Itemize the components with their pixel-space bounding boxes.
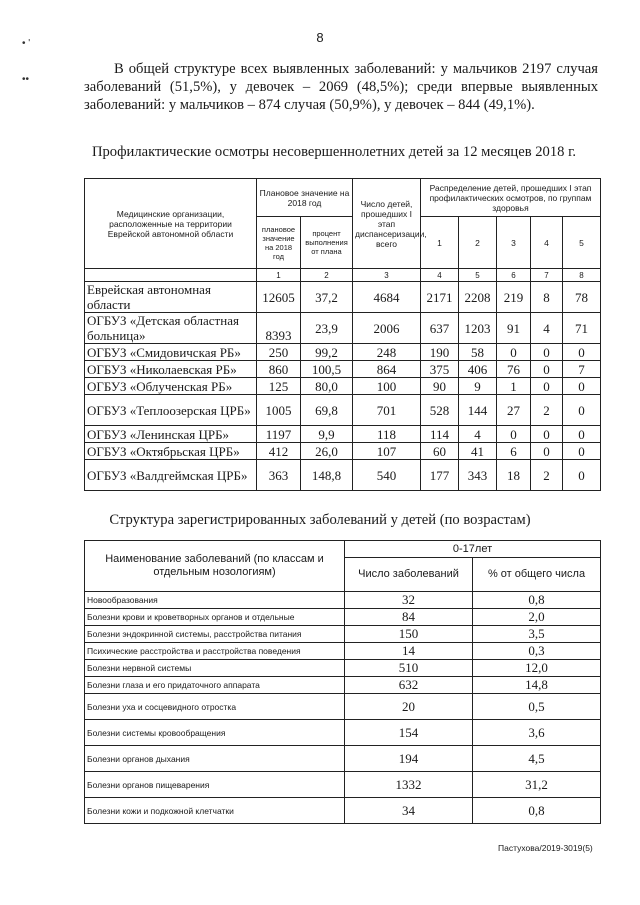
disease-name-cell: Болезни эндокринной системы, расстройства питания bbox=[85, 626, 345, 643]
value-cell: 80,0 bbox=[301, 378, 353, 395]
value-cell: 0 bbox=[531, 361, 563, 378]
org-name-cell: ОГБУЗ «Ленинская ЦРБ» bbox=[85, 426, 257, 443]
value-cell: 0 bbox=[563, 378, 601, 395]
value-cell: 69,8 bbox=[301, 395, 353, 426]
org-name-cell: Еврейская автономная области bbox=[85, 282, 257, 313]
value-cell: 412 bbox=[257, 443, 301, 460]
checkups-table bbox=[84, 178, 601, 491]
table2-title: Структура зарегистрированных заболеваний у детей (по возрастам) bbox=[109, 512, 531, 528]
value-cell: 0 bbox=[531, 378, 563, 395]
value-cell: 3,5 bbox=[473, 626, 601, 643]
value-cell: 9 bbox=[459, 378, 497, 395]
value-cell: 250 bbox=[257, 344, 301, 361]
header-group-4: 4 bbox=[531, 217, 563, 269]
value-cell: 14 bbox=[345, 643, 473, 660]
page-number: 8 bbox=[316, 30, 324, 45]
value-cell: 2 bbox=[531, 395, 563, 426]
value-cell: 0 bbox=[563, 460, 601, 491]
value-cell: 0 bbox=[563, 344, 601, 361]
org-name-cell: ОГБУЗ «Октябрьская ЦРБ» bbox=[85, 443, 257, 460]
disease-name-cell: Болезни крови и кроветворных органов и отдельные bbox=[85, 609, 345, 626]
value-cell: 8 bbox=[531, 282, 563, 313]
table-row bbox=[85, 344, 601, 361]
value-cell: 23,9 bbox=[301, 313, 353, 344]
value-cell: 4684 bbox=[353, 282, 421, 313]
value-cell: 343 bbox=[459, 460, 497, 491]
header-plan-group: Плановое значение на 2018 год bbox=[257, 179, 353, 217]
index-cell: 5 bbox=[459, 269, 497, 282]
value-cell: 177 bbox=[421, 460, 459, 491]
value-cell: 6 bbox=[497, 443, 531, 460]
value-cell: 37,2 bbox=[301, 282, 353, 313]
header-org: Медицинские организации, расположенные на территории Еврейской автономной области bbox=[85, 179, 257, 269]
value-cell: 76 bbox=[497, 361, 531, 378]
org-name-cell: ОГБУЗ «Детская областная больница» bbox=[85, 313, 257, 344]
value-cell: 406 bbox=[459, 361, 497, 378]
disease-name-cell: Болезни органов дыхания bbox=[85, 746, 345, 772]
value-cell: 2 bbox=[531, 460, 563, 491]
disease-name-cell: Болезни нервной системы bbox=[85, 660, 345, 677]
header-plan-value: плановое значение на 2018 год bbox=[257, 217, 301, 269]
disease-name-cell: Психические расстройства и расстройства поведения bbox=[85, 643, 345, 660]
index-cell bbox=[85, 269, 257, 282]
value-cell: 114 bbox=[421, 426, 459, 443]
table-row bbox=[85, 626, 601, 643]
table-row bbox=[85, 677, 601, 694]
value-cell: 90 bbox=[421, 378, 459, 395]
value-cell: 510 bbox=[345, 660, 473, 677]
value-cell: 0,5 bbox=[473, 694, 601, 720]
value-cell: 9,9 bbox=[301, 426, 353, 443]
value-cell: 0 bbox=[563, 395, 601, 426]
table-row bbox=[85, 609, 601, 626]
value-cell: 71 bbox=[563, 313, 601, 344]
value-cell: 190 bbox=[421, 344, 459, 361]
value-cell: 78 bbox=[563, 282, 601, 313]
margin-mark: •• bbox=[22, 74, 30, 85]
table-row bbox=[85, 720, 601, 746]
header-group-1: 1 bbox=[421, 217, 459, 269]
diseases-table-body bbox=[85, 592, 601, 824]
value-cell: 4 bbox=[459, 426, 497, 443]
value-cell: 12605 bbox=[257, 282, 301, 313]
header-disease-name: Наименование заболеваний (по классам и отдельным нозологиям) bbox=[85, 541, 345, 592]
header-group-5: 5 bbox=[563, 217, 601, 269]
value-cell: 632 bbox=[345, 677, 473, 694]
index-row bbox=[85, 269, 601, 282]
disease-name-cell: Болезни системы кровообращения bbox=[85, 720, 345, 746]
header-plan-percent: процент выполнения от плана bbox=[301, 217, 353, 269]
value-cell: 34 bbox=[345, 798, 473, 824]
value-cell: 701 bbox=[353, 395, 421, 426]
value-cell: 31,2 bbox=[473, 772, 601, 798]
table-row bbox=[85, 798, 601, 824]
index-cell: 2 bbox=[301, 269, 353, 282]
value-cell: 0 bbox=[531, 426, 563, 443]
value-cell: 14,8 bbox=[473, 677, 601, 694]
value-cell: 2208 bbox=[459, 282, 497, 313]
value-cell: 26,0 bbox=[301, 443, 353, 460]
value-cell: 84 bbox=[345, 609, 473, 626]
disease-name-cell: Болезни уха и сосцевидного отростка bbox=[85, 694, 345, 720]
value-cell: 18 bbox=[497, 460, 531, 491]
value-cell: 1005 bbox=[257, 395, 301, 426]
value-cell: 107 bbox=[353, 443, 421, 460]
index-cell: 4 bbox=[421, 269, 459, 282]
diseases-table bbox=[84, 540, 601, 824]
value-cell: 540 bbox=[353, 460, 421, 491]
value-cell: 194 bbox=[345, 746, 473, 772]
value-cell: 100,5 bbox=[301, 361, 353, 378]
value-cell: 0,3 bbox=[473, 643, 601, 660]
value-cell: 0 bbox=[563, 426, 601, 443]
value-cell: 864 bbox=[353, 361, 421, 378]
intro-paragraph: В общей структуре всех выявленных заболеваний: у мальчиков 2197 случая заболеваний (51,5%), у девочек – 2069 (48,5%); среди впервые выявленных заболеваний: у мальчиков – 874 случая (50,9%), у девочек – 844 (49,1%). bbox=[84, 61, 598, 113]
table-row bbox=[85, 592, 601, 609]
table1-title: Профилактические осмотры несовершеннолетних детей за 12 месяцев 2018 г. bbox=[91, 144, 577, 160]
table-row bbox=[85, 460, 601, 491]
org-name-cell: ОГБУЗ «Николаевская РБ» bbox=[85, 361, 257, 378]
value-cell: 0 bbox=[531, 443, 563, 460]
table-row bbox=[85, 378, 601, 395]
index-cell: 6 bbox=[497, 269, 531, 282]
table-row bbox=[85, 660, 601, 677]
value-cell: 32 bbox=[345, 592, 473, 609]
value-cell: 148,8 bbox=[301, 460, 353, 491]
org-name-cell: ОГБУЗ «Смидовичская РБ» bbox=[85, 344, 257, 361]
value-cell: 0,8 bbox=[473, 798, 601, 824]
org-name-cell: ОГБУЗ «Теплоозерская ЦРБ» bbox=[85, 395, 257, 426]
value-cell: 860 bbox=[257, 361, 301, 378]
header-disease-count: Число заболеваний bbox=[345, 558, 473, 592]
value-cell: 27 bbox=[497, 395, 531, 426]
table-row bbox=[85, 694, 601, 720]
checkups-table-body bbox=[85, 282, 601, 491]
value-cell: 219 bbox=[497, 282, 531, 313]
value-cell: 4,5 bbox=[473, 746, 601, 772]
value-cell: 41 bbox=[459, 443, 497, 460]
disease-name-cell: Новообразования bbox=[85, 592, 345, 609]
value-cell: 375 bbox=[421, 361, 459, 378]
value-cell: 125 bbox=[257, 378, 301, 395]
disease-name-cell: Болезни кожи и подкожной клетчатки bbox=[85, 798, 345, 824]
value-cell: 2006 bbox=[353, 313, 421, 344]
value-cell: 1 bbox=[497, 378, 531, 395]
org-name-cell: ОГБУЗ «Облученская РБ» bbox=[85, 378, 257, 395]
value-cell: 100 bbox=[353, 378, 421, 395]
value-cell: 20 bbox=[345, 694, 473, 720]
value-cell: 8393 bbox=[257, 313, 301, 344]
table-row bbox=[85, 443, 601, 460]
header-count: Число детей, прошедших I этап диспансеризации, всего bbox=[353, 179, 421, 269]
table-row bbox=[85, 643, 601, 660]
index-cell: 8 bbox=[563, 269, 601, 282]
table-row bbox=[85, 282, 601, 313]
value-cell: 7 bbox=[563, 361, 601, 378]
org-name-cell: ОГБУЗ «Валдгеймская ЦРБ» bbox=[85, 460, 257, 491]
value-cell: 0,8 bbox=[473, 592, 601, 609]
footer-signature: Пастухова/2019-3019(5) bbox=[498, 843, 593, 853]
value-cell: 3,6 bbox=[473, 720, 601, 746]
header-age-group: 0-17лет bbox=[345, 541, 601, 558]
value-cell: 58 bbox=[459, 344, 497, 361]
index-cell: 7 bbox=[531, 269, 563, 282]
value-cell: 0 bbox=[497, 426, 531, 443]
value-cell: 118 bbox=[353, 426, 421, 443]
value-cell: 248 bbox=[353, 344, 421, 361]
value-cell: 0 bbox=[531, 344, 563, 361]
table-row bbox=[85, 746, 601, 772]
value-cell: 1197 bbox=[257, 426, 301, 443]
index-cell: 1 bbox=[257, 269, 301, 282]
value-cell: 2171 bbox=[421, 282, 459, 313]
value-cell: 99,2 bbox=[301, 344, 353, 361]
disease-name-cell: Болезни органов пищеварения bbox=[85, 772, 345, 798]
value-cell: 2,0 bbox=[473, 609, 601, 626]
value-cell: 1332 bbox=[345, 772, 473, 798]
value-cell: 0 bbox=[563, 443, 601, 460]
value-cell: 528 bbox=[421, 395, 459, 426]
value-cell: 0 bbox=[497, 344, 531, 361]
header-distribution: Распределение детей, прошедших I этап профилактических осмотров, по группам здоровья bbox=[421, 179, 601, 217]
header-group-2: 2 bbox=[459, 217, 497, 269]
header-disease-percent: % от общего числа bbox=[473, 558, 601, 592]
value-cell: 363 bbox=[257, 460, 301, 491]
value-cell: 1203 bbox=[459, 313, 497, 344]
value-cell: 154 bbox=[345, 720, 473, 746]
value-cell: 637 bbox=[421, 313, 459, 344]
value-cell: 4 bbox=[531, 313, 563, 344]
table-row bbox=[85, 361, 601, 378]
table-row bbox=[85, 313, 601, 344]
margin-mark: • ' bbox=[22, 38, 31, 49]
table-row bbox=[85, 426, 601, 443]
value-cell: 91 bbox=[497, 313, 531, 344]
disease-name-cell: Болезни глаза и его придаточного аппарата bbox=[85, 677, 345, 694]
table-row bbox=[85, 395, 601, 426]
table-row bbox=[85, 772, 601, 798]
header-group-3: 3 bbox=[497, 217, 531, 269]
value-cell: 144 bbox=[459, 395, 497, 426]
value-cell: 150 bbox=[345, 626, 473, 643]
value-cell: 60 bbox=[421, 443, 459, 460]
value-cell: 12,0 bbox=[473, 660, 601, 677]
index-cell: 3 bbox=[353, 269, 421, 282]
